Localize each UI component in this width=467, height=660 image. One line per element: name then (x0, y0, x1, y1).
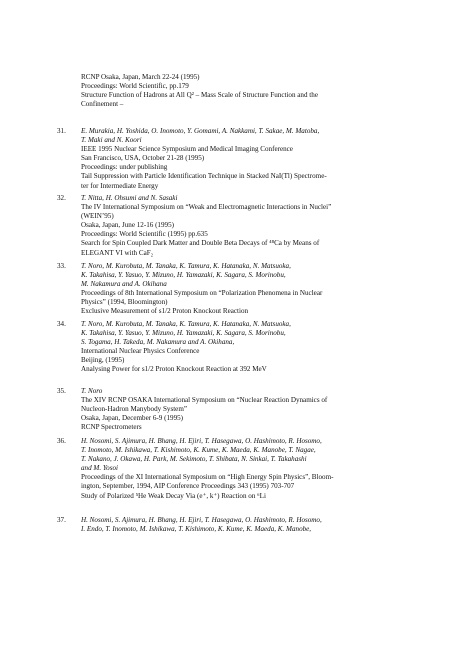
entry-authors: H. Nosomi, S. Ajimura, H. Bhang, H. Ejiri, T. Hasegawa, O. Hashimoto, R. Hosomo, (81, 516, 322, 524)
entry-line: Osaka, Japan, December 6-9 (1995) (81, 414, 184, 423)
entry-body (81, 437, 443, 501)
entry-authors: T. Noro, M. Kurobuta, M. Tanaka, K. Tamura, K. Hatanaka, N. Matsuoka, (81, 262, 291, 270)
reference-line: RCNP Osaka, Japan, March 22-24 (1995) (81, 73, 200, 81)
entry-authors: T. Noro, M. Kurobuta, M. Tanaka, K. Tamura, K. Hatanaka, N. Matsuoka, (81, 320, 291, 328)
entry-line: RCNP Spectrometers (81, 423, 142, 432)
entry-authors: T. Maki and N. Koori (81, 136, 142, 145)
entry-line: Beijing, (1995) (81, 356, 125, 365)
entry-number: 36. (57, 437, 66, 445)
entry-line: Study of Polarized ⁵He Weak Decay Via (e⁺, k⁺) Reaction on ⁶Li (81, 491, 266, 500)
entry-line: Osaka, Japan, June 12-16 (1995) (81, 221, 174, 230)
entry-number: 34. (57, 320, 66, 328)
entry-body (81, 127, 443, 191)
entry-line: Proceedings of the XI International Symposium on “High Energy Spin Physics”, Bloom- (81, 473, 334, 482)
entry-line: Analysing Power for s1/2 Proton Knockout Reaction at 392 MeV (81, 365, 267, 374)
entry-line: IEEE 1995 Nuclear Science Symposium and Medical Imaging Conference (81, 145, 293, 154)
entry-body (81, 516, 443, 534)
entry-authors: S. Togama, H. Takeda, M. Nakamura and A. Okihana, (81, 338, 235, 347)
entry-line: International Nuclear Physics Conference (81, 347, 200, 356)
entry-line: Nucleon-Hadron Manybody System” (81, 405, 187, 414)
entry-number: 33. (57, 262, 66, 270)
entry-line: ter for Intermediate Energy (81, 181, 159, 190)
entry-line: Proceedings: World Scientific (1995) pp.635 (81, 230, 208, 239)
entry-authors: I. Endo, T. Inomoto, M. Ishikawa, T. Kishimoto, K. Kume, K. Maeda, K. Manobe, (81, 525, 312, 534)
entry-authors: H. Nosomi, S. Ajimura, H. Bhang, H. Ejiri, T. Hasegawa, O. Hashimoto, R. Hosomo, (81, 437, 322, 445)
entry-line: Physics” (1994, Bloomington) (81, 298, 168, 307)
entry-authors: and M. Yosoi (81, 464, 118, 473)
entry-line: ington, September, 1994, AIP Conference Proceedings 343 (1995) 703-707 (81, 482, 295, 491)
entry-line: The XIV RCNP OSAKA International Symposium on “Nuclear Reaction Dynamics of (81, 396, 328, 405)
entry-line: Proceedings of 8th International Symposium on “Polarization Phenomena in Nuclear (81, 289, 323, 298)
entry-number: 31. (57, 127, 66, 135)
entry-authors: T. Inomoto, M. Ishikawa, T. Kishimoto, K. Kume, K. Maeda, K. Manobe, T. Nagae, (81, 446, 316, 455)
entry-authors: M. Nakamura and A. Okihana (81, 280, 167, 289)
reference-line: Proceedings: World Scientific, pp.179 (81, 82, 189, 91)
entry-line: Search for Spin Coupled Dark Matter and Double Beta Decays of ⁴⁸Ca by Means of (81, 239, 320, 248)
entry-authors: K. Takahisa, Y. Yasuo, Y. Mizuno, H. Yamazaki, K. Sagara, S. Morinobu, (81, 271, 286, 280)
entry-line: Proceedings: under publishing (81, 163, 168, 172)
reference-line: Structure Function of Hadrons at All Q² – Mass Scale of Structure Function and the (81, 91, 318, 100)
entry-authors: T. Nakano, J. Okawa, H. Park, M. Sekimoto, T. Shibata, N. Sinkai, T. Takahashi (81, 455, 307, 464)
entry-line: Tail Suppression with Particle Identification Technique in Stacked NaI(Tl) Spectrome- (81, 172, 327, 181)
entry-line: Exclusive Measurement of s1/2 Proton Knockout Reaction (81, 307, 249, 316)
entry-authors: T. Noro (81, 387, 103, 395)
continued-reference (81, 73, 443, 109)
reference-line: Confinement – (81, 100, 124, 109)
entry-number: 37. (57, 516, 66, 524)
entry-number: 35. (57, 387, 66, 395)
entry-body (81, 194, 443, 258)
entry-line: (WEIN’95) (81, 212, 114, 221)
entry-body (81, 387, 443, 432)
entry-line: The IV International Symposium on “Weak and Electromagnetic Interactions in Nuclei” (81, 203, 332, 212)
entry-number: 32. (57, 194, 66, 202)
entry-line: ELEGANT VI with CaF₂ (81, 248, 154, 257)
entry-authors: E. Murakia, H. Yoshida, O. Inomoto, Y. Gomami, A. Nakkami, T. Sakae, M. Matoba, (81, 127, 320, 135)
entry-authors: K. Takahisa, Y. Yasuo, Y. Mizuno, H. Yamazaki, K. Sagara, S. Morinobu, (81, 329, 286, 338)
entry-authors: T. Nitta, H. Ohsumi and N. Sasaki (81, 194, 178, 202)
entry-body (81, 320, 443, 375)
entry-body (81, 262, 443, 317)
entry-line: San Francisco, USA, October 21-28 (1995) (81, 154, 205, 163)
